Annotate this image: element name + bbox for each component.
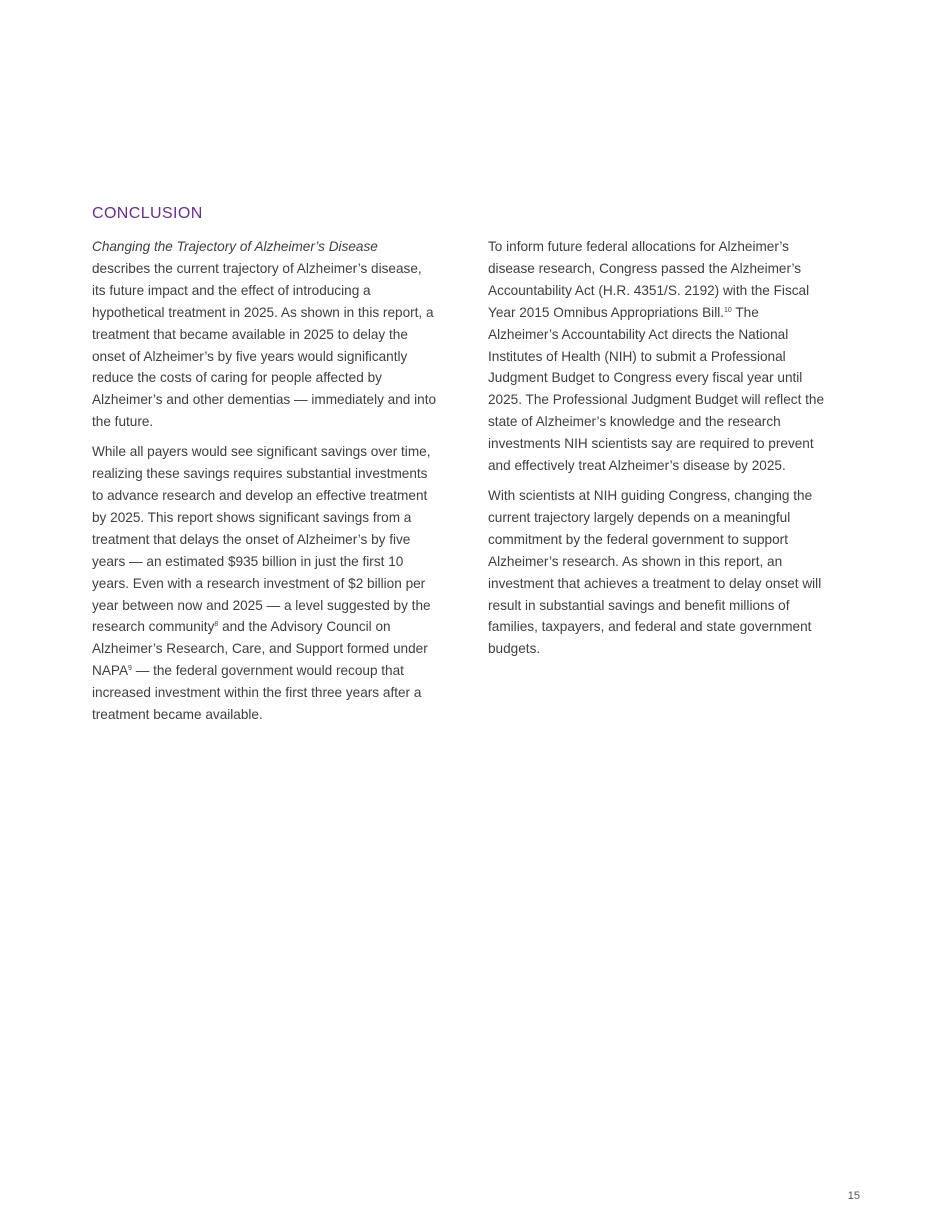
left-paragraph-2-text-c: — the federal government would recoup that increased investment within the first three years after a treatment became available.: [92, 663, 422, 723]
right-column: [488, 236, 824, 668]
right-paragraph-1-text-a: To inform future federal allocations for Alzheimer’s disease research, Congress passed the Alzheimer’s Accountability Act (H.R. 4351/S. 2192) with the Fiscal Year 2015 Omnibus Appropriations Bill.: [488, 239, 810, 320]
report-title: Changing the Trajectory of Alzheimer’s Disease: [92, 239, 378, 254]
right-paragraph-1-text-b: The Alzheimer’s Accountability Act directs the National Institutes of Health (NIH) to submit a Professional Judgment Budget to Congress every fiscal year until 2025. The Professional Judgment Budget will reflect the state of Alzheimer’s knowledge and the research investments NIH scientists say are required to prevent and effectively treat Alzheimer’s disease by 2025.: [488, 304, 825, 474]
footnote-ref-8: 8: [214, 621, 219, 629]
left-paragraph-2-text-a: While all payers would see significant savings over time, realizing these savings requires substantial investments to advance research and develop an effective treatment by 2025. This report shows significant savings from a treatment that delays the onset of Alzheimer’s by five years — an estimated $935 billion in just the first 10 years. Even with a research investment of $2 billion per year between now and 2025 — a level suggested by the research community: [92, 444, 431, 635]
footnote-ref-10: 10: [724, 306, 732, 314]
right-paragraph-2: With scientists at NIH guiding Congress, changing the current trajectory largely depends on a meaningful commitment by the federal government to support Alzheimer’s research. As shown in this report, an investment that achieves a treatment to delay onset will result in substantial savings and benefit millions of families, taxpayers, and federal and state government budgets.: [488, 487, 822, 657]
section-heading: CONCLUSION: [92, 205, 203, 222]
left-paragraph-2: [92, 441, 437, 726]
left-paragraph-2-text-b: and the Advisory Council on Alzheimer’s Research, Care, and Support formed under NAPA: [92, 619, 428, 679]
page-number: 15: [847, 1190, 860, 1202]
footnote-ref-9: 9: [128, 665, 132, 673]
right-paragraph-1: [488, 236, 824, 477]
left-paragraph-1-text: describes the current trajectory of Alzheimer’s disease, its future impact and the effect of introducing a hypothetical treatment in 2025. As shown in this report, a treatment that became available in 2025 to delay the onset of Alzheimer’s by five years would significantly reduce the costs of caring for people affected by Alzheimer’s and other dementias — immediately and into the future.: [92, 260, 437, 430]
left-paragraph-1: [92, 236, 437, 433]
left-column: [92, 236, 437, 734]
